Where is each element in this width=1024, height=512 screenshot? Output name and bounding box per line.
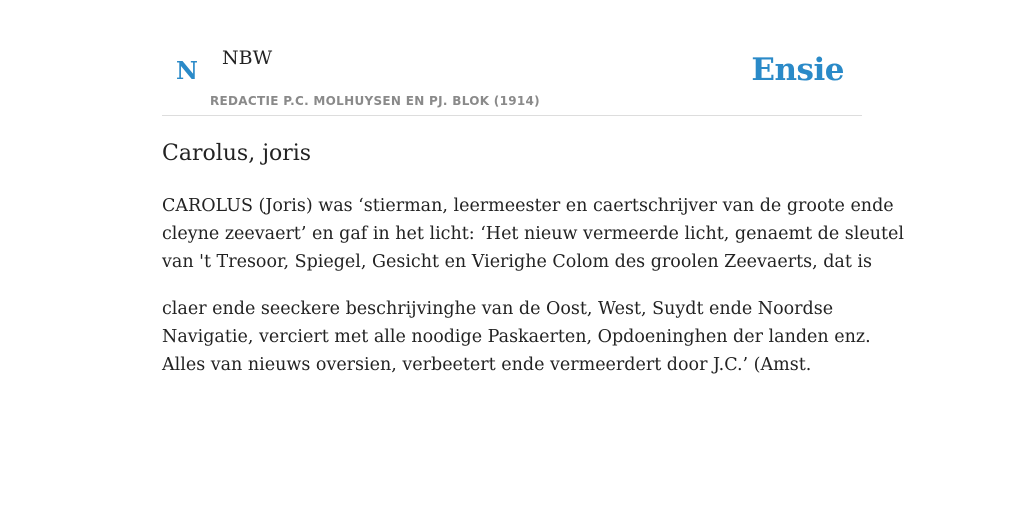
source-header	[162, 40, 862, 116]
source-title[interactable]: NBW	[222, 47, 273, 69]
paragraph-line: cleyne zeevaert’ en gaf in het licht: ‘Het nieuw vermeerde licht, genaemt de sleutel	[162, 224, 904, 244]
entry-paragraph	[162, 295, 872, 379]
paragraph-line: CAROLUS (Joris) was ‘stierman, leermeester en caertschrijver van de groote ende	[162, 196, 894, 216]
source-logo[interactable]: N	[176, 56, 198, 85]
paragraph-line: van 't Tresoor, Spiegel, Gesicht en Vierighe Colom des groolen Zeevaerts, dat is	[162, 252, 873, 272]
paragraph-line: claer ende seeckere beschrijvinghe van de Oost, West, Suydt ende Noordse	[162, 299, 834, 319]
entry-title: Carolus, joris	[162, 141, 312, 166]
paragraph-line: Navigatie, verciert met alle noodige Paskaerten, Opdoeninghen der landen enz.	[162, 327, 871, 347]
paragraph-line: Alles van nieuws oversien, verbeetert ende vermeerdert door J.C.’ (Amst.	[162, 355, 812, 375]
entry-paragraph	[162, 192, 904, 276]
brand-logo[interactable]: Ensie	[751, 52, 844, 88]
source-subtitle: REDACTIE P.C. MOLHUYSEN EN PJ. BLOK (1914)	[210, 94, 540, 108]
